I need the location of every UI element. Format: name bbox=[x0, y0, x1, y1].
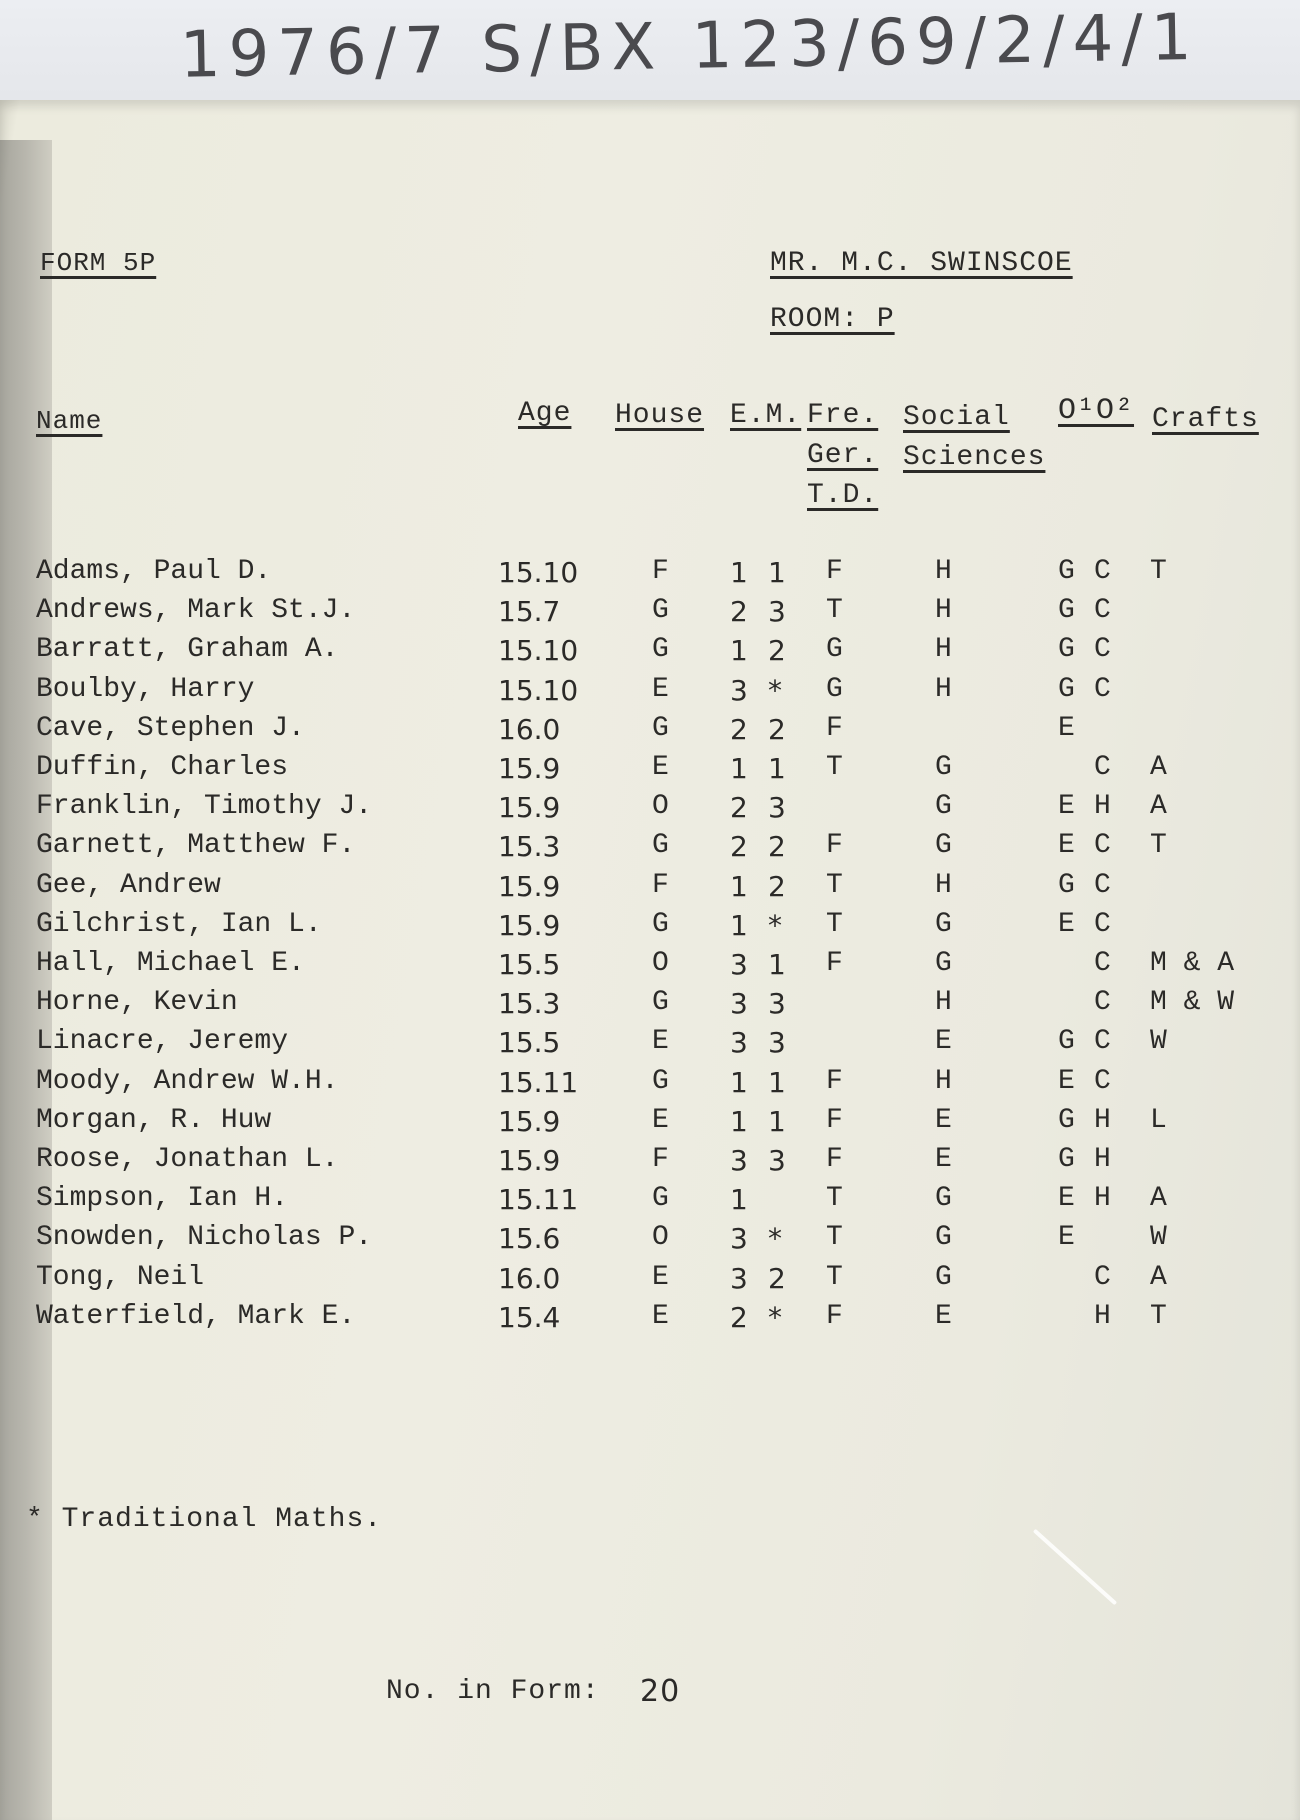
table-row bbox=[0, 674, 1300, 713]
student-house: G bbox=[652, 1065, 669, 1097]
student-house: E bbox=[652, 1300, 669, 1332]
student-language: F bbox=[826, 1300, 843, 1332]
student-crafts: W bbox=[1150, 1026, 1167, 1058]
student-house: E bbox=[652, 752, 669, 783]
student-age: 15.9 bbox=[498, 791, 561, 825]
table-row bbox=[0, 634, 1300, 673]
student-english-set: 1 bbox=[730, 556, 748, 589]
student-social-sciences: E bbox=[935, 1144, 952, 1175]
student-option-2: C bbox=[1094, 830, 1111, 862]
student-social-sciences: H bbox=[935, 869, 952, 901]
student-name: Horne, Kevin bbox=[36, 987, 238, 1019]
student-crafts: A bbox=[1150, 1261, 1167, 1293]
student-english-set: 2 bbox=[730, 830, 748, 864]
student-name: Roose, Jonathan L. bbox=[36, 1144, 339, 1175]
student-language: T bbox=[826, 752, 843, 783]
student-maths-set: 3 bbox=[768, 987, 786, 1021]
student-maths-set: * bbox=[768, 1300, 782, 1334]
student-age: 15.6 bbox=[498, 1222, 561, 1256]
student-crafts: T bbox=[1150, 830, 1167, 862]
student-maths-set: 2 bbox=[768, 830, 786, 864]
student-crafts: L bbox=[1150, 1104, 1167, 1136]
student-name: Boulby, Harry bbox=[36, 673, 255, 705]
table-row bbox=[0, 1066, 1300, 1105]
student-house: G bbox=[652, 1183, 669, 1215]
student-crafts: A bbox=[1150, 752, 1167, 783]
student-name: Adams, Paul D. bbox=[36, 556, 272, 587]
student-age: 15.10 bbox=[498, 673, 579, 707]
student-crafts: M & W bbox=[1150, 987, 1235, 1019]
student-option-1: E bbox=[1058, 712, 1075, 744]
student-house: O bbox=[652, 1222, 669, 1254]
student-crafts: M & A bbox=[1150, 948, 1235, 979]
table-row bbox=[0, 595, 1300, 634]
student-option-2: C bbox=[1094, 673, 1111, 705]
student-english-set: 1 bbox=[730, 634, 748, 668]
student-name: Franklin, Timothy J. bbox=[36, 791, 373, 823]
student-crafts: A bbox=[1150, 1183, 1167, 1215]
student-option-2: C bbox=[1094, 948, 1111, 979]
student-option-2: H bbox=[1094, 1300, 1111, 1332]
student-social-sciences: H bbox=[935, 1065, 952, 1097]
footnote: * Traditional Maths. bbox=[26, 1504, 383, 1535]
student-maths-set: 2 bbox=[768, 712, 786, 746]
student-option-2: H bbox=[1094, 1104, 1111, 1136]
student-age: 15.10 bbox=[498, 634, 579, 668]
student-social-sciences: G bbox=[935, 1222, 952, 1254]
student-language: T bbox=[826, 908, 843, 940]
student-house: G bbox=[652, 595, 669, 627]
student-maths-set: * bbox=[768, 908, 782, 942]
table-row bbox=[0, 948, 1300, 987]
student-option-1: E bbox=[1058, 1065, 1075, 1097]
student-maths-set: 3 bbox=[768, 1144, 786, 1177]
student-english-set: 1 bbox=[730, 752, 748, 785]
student-house: F bbox=[652, 556, 669, 587]
student-age: 15.5 bbox=[498, 1026, 561, 1060]
student-crafts: T bbox=[1150, 1300, 1167, 1332]
student-name: Garnett, Matthew F. bbox=[36, 830, 356, 862]
student-social-sciences: E bbox=[935, 1300, 952, 1332]
student-age: 15.3 bbox=[498, 830, 561, 864]
student-language: F bbox=[826, 948, 843, 979]
student-language: G bbox=[826, 634, 843, 666]
student-social-sciences: E bbox=[935, 1026, 952, 1058]
student-english-set: 3 bbox=[730, 987, 748, 1021]
student-age: 15.9 bbox=[498, 1144, 561, 1177]
student-option-1: G bbox=[1058, 556, 1075, 587]
student-house: F bbox=[652, 869, 669, 901]
student-english-set: 3 bbox=[730, 1144, 748, 1177]
student-option-1: G bbox=[1058, 869, 1075, 901]
student-maths-set: 2 bbox=[768, 1261, 786, 1295]
student-social-sciences: H bbox=[935, 634, 952, 666]
student-social-sciences: G bbox=[935, 948, 952, 979]
student-english-set: 2 bbox=[730, 1300, 748, 1334]
student-crafts: T bbox=[1150, 556, 1167, 587]
student-age: 15.9 bbox=[498, 908, 561, 942]
student-age: 15.3 bbox=[498, 987, 561, 1021]
student-age: 15.5 bbox=[498, 948, 561, 981]
student-option-1: E bbox=[1058, 791, 1075, 823]
student-english-set: 1 bbox=[730, 1183, 748, 1217]
table-row bbox=[0, 713, 1300, 752]
student-language: T bbox=[826, 595, 843, 627]
student-option-1: G bbox=[1058, 1144, 1075, 1175]
student-english-set: 1 bbox=[730, 1065, 748, 1099]
header-o1o2: O¹O² bbox=[1058, 394, 1135, 428]
student-age: 16.0 bbox=[498, 712, 561, 746]
header-fre: Fre. bbox=[807, 400, 879, 431]
student-age: 16.0 bbox=[498, 1261, 561, 1295]
student-crafts: W bbox=[1150, 1222, 1167, 1254]
table-row bbox=[0, 1222, 1300, 1261]
student-social-sciences: G bbox=[935, 1183, 952, 1215]
student-social-sciences: G bbox=[935, 908, 952, 940]
student-maths-set: 1 bbox=[768, 1065, 786, 1099]
student-maths-set: 3 bbox=[768, 1026, 786, 1060]
student-language: G bbox=[826, 673, 843, 705]
student-option-2: H bbox=[1094, 1183, 1111, 1215]
header-social: Social bbox=[903, 402, 1010, 433]
student-option-1: E bbox=[1058, 1222, 1075, 1254]
student-english-set: 2 bbox=[730, 595, 748, 629]
student-language: T bbox=[826, 1222, 843, 1254]
student-social-sciences: H bbox=[935, 673, 952, 705]
header-name: Name bbox=[36, 406, 103, 436]
student-maths-set: 2 bbox=[768, 634, 786, 668]
handwritten-reference: 1976/7 S/BX 123/69/2/4/1 bbox=[179, 0, 1201, 93]
table-row bbox=[0, 752, 1300, 791]
header-em: E.M. bbox=[730, 400, 802, 431]
student-house: E bbox=[652, 1104, 669, 1136]
student-option-2: H bbox=[1094, 1144, 1111, 1175]
student-age: 15.11 bbox=[498, 1065, 579, 1099]
student-name: Simpson, Ian H. bbox=[36, 1183, 289, 1215]
student-age: 15.11 bbox=[498, 1183, 579, 1217]
teacher-name: MR. M.C. SWINSCOE bbox=[770, 248, 1073, 279]
student-language: F bbox=[826, 1104, 843, 1136]
student-option-1: G bbox=[1058, 595, 1075, 627]
student-age: 15.7 bbox=[498, 595, 561, 629]
room-label: ROOM: P bbox=[770, 304, 895, 335]
student-english-set: 3 bbox=[730, 1261, 748, 1295]
student-english-set: 3 bbox=[730, 1026, 748, 1060]
student-name: Snowden, Nicholas P. bbox=[36, 1222, 373, 1254]
student-language: T bbox=[826, 1261, 843, 1293]
student-option-1: G bbox=[1058, 1104, 1075, 1136]
student-option-1: G bbox=[1058, 1026, 1075, 1058]
student-house: E bbox=[652, 1261, 669, 1293]
student-social-sciences: H bbox=[935, 556, 952, 587]
student-age: 15.4 bbox=[498, 1300, 561, 1334]
student-option-2: C bbox=[1094, 1065, 1111, 1097]
student-social-sciences: E bbox=[935, 1104, 952, 1136]
student-house: G bbox=[652, 908, 669, 940]
student-maths-set: * bbox=[768, 1222, 782, 1256]
student-house: F bbox=[652, 1144, 669, 1175]
student-age: 15.9 bbox=[498, 1104, 561, 1138]
student-english-set: 3 bbox=[730, 948, 748, 981]
student-name: Moody, Andrew W.H. bbox=[36, 1065, 339, 1097]
student-option-1: E bbox=[1058, 830, 1075, 862]
student-name: Barratt, Graham A. bbox=[36, 634, 339, 666]
student-house: E bbox=[652, 673, 669, 705]
table-row bbox=[0, 1144, 1300, 1183]
student-name: Morgan, R. Huw bbox=[36, 1104, 272, 1136]
student-maths-set: 1 bbox=[768, 752, 786, 785]
table-row bbox=[0, 1183, 1300, 1222]
table-row bbox=[0, 1026, 1300, 1065]
header-house: House bbox=[615, 400, 705, 431]
student-name: Tong, Neil bbox=[36, 1261, 205, 1293]
student-house: E bbox=[652, 1026, 669, 1058]
student-social-sciences: H bbox=[935, 987, 952, 1019]
student-social-sciences: H bbox=[935, 595, 952, 627]
header-ger: Ger. bbox=[807, 440, 879, 471]
form-count-label: No. in Form: bbox=[386, 1676, 600, 1707]
student-maths-set: 3 bbox=[768, 791, 786, 825]
student-option-1: G bbox=[1058, 673, 1075, 705]
student-option-2: C bbox=[1094, 556, 1111, 587]
table-row bbox=[0, 1105, 1300, 1144]
student-maths-set: * bbox=[768, 673, 782, 707]
student-language: F bbox=[826, 1065, 843, 1097]
student-name: Hall, Michael E. bbox=[36, 948, 305, 979]
student-age: 15.9 bbox=[498, 752, 561, 785]
student-option-1: G bbox=[1058, 634, 1075, 666]
student-social-sciences: G bbox=[935, 791, 952, 823]
student-maths-set: 2 bbox=[768, 869, 786, 903]
header-td: T.D. bbox=[807, 480, 879, 511]
student-option-2: H bbox=[1094, 791, 1111, 823]
table-row bbox=[0, 1262, 1300, 1301]
student-option-2: C bbox=[1094, 752, 1111, 783]
student-language: F bbox=[826, 712, 843, 744]
student-option-1: E bbox=[1058, 1183, 1075, 1215]
student-name: Cave, Stephen J. bbox=[36, 712, 305, 744]
table-row bbox=[0, 556, 1300, 595]
student-option-2: C bbox=[1094, 869, 1111, 901]
student-name: Waterfield, Mark E. bbox=[36, 1300, 356, 1332]
student-maths-set: 1 bbox=[768, 1104, 786, 1138]
header-crafts: Crafts bbox=[1152, 404, 1259, 435]
student-name: Gee, Andrew bbox=[36, 869, 221, 901]
table-row bbox=[0, 791, 1300, 830]
table-row bbox=[0, 870, 1300, 909]
student-english-set: 2 bbox=[730, 791, 748, 825]
student-language: T bbox=[826, 1183, 843, 1215]
student-language: F bbox=[826, 1144, 843, 1175]
student-age: 15.10 bbox=[498, 556, 579, 589]
student-language: T bbox=[826, 869, 843, 901]
student-maths-set: 1 bbox=[768, 556, 786, 589]
student-option-2: C bbox=[1094, 987, 1111, 1019]
student-house: O bbox=[652, 791, 669, 823]
student-language: F bbox=[826, 830, 843, 862]
header-sciences: Sciences bbox=[903, 442, 1046, 473]
student-option-2: C bbox=[1094, 1026, 1111, 1058]
student-english-set: 3 bbox=[730, 673, 748, 707]
student-age: 15.9 bbox=[498, 869, 561, 903]
student-house: O bbox=[652, 948, 669, 979]
student-social-sciences: G bbox=[935, 1261, 952, 1293]
student-social-sciences: G bbox=[935, 752, 952, 783]
student-option-2: C bbox=[1094, 1261, 1111, 1293]
student-option-2: C bbox=[1094, 595, 1111, 627]
student-maths-set: 1 bbox=[768, 948, 786, 981]
student-house: G bbox=[652, 634, 669, 666]
student-maths-set: 3 bbox=[768, 595, 786, 629]
table-row bbox=[0, 1301, 1300, 1340]
student-house: G bbox=[652, 712, 669, 744]
table-row bbox=[0, 987, 1300, 1026]
student-english-set: 1 bbox=[730, 869, 748, 903]
student-name: Duffin, Charles bbox=[36, 752, 289, 783]
student-house: G bbox=[652, 987, 669, 1019]
form-count: 20 bbox=[640, 1674, 681, 1709]
table-row bbox=[0, 909, 1300, 948]
student-english-set: 2 bbox=[730, 712, 748, 746]
student-option-2: C bbox=[1094, 908, 1111, 940]
form-label: FORM 5P bbox=[40, 248, 157, 278]
student-language: F bbox=[826, 556, 843, 587]
student-house: G bbox=[652, 830, 669, 862]
student-social-sciences: G bbox=[935, 830, 952, 862]
student-name: Andrews, Mark St.J. bbox=[36, 595, 356, 627]
header-age: Age bbox=[518, 398, 572, 429]
table-row bbox=[0, 830, 1300, 869]
student-name: Gilchrist, Ian L. bbox=[36, 908, 322, 940]
student-english-set: 1 bbox=[730, 908, 748, 942]
student-english-set: 1 bbox=[730, 1104, 748, 1138]
student-option-2: C bbox=[1094, 634, 1111, 666]
student-option-1: E bbox=[1058, 908, 1075, 940]
student-english-set: 3 bbox=[730, 1222, 748, 1256]
student-crafts: A bbox=[1150, 791, 1167, 823]
student-name: Linacre, Jeremy bbox=[36, 1026, 289, 1058]
